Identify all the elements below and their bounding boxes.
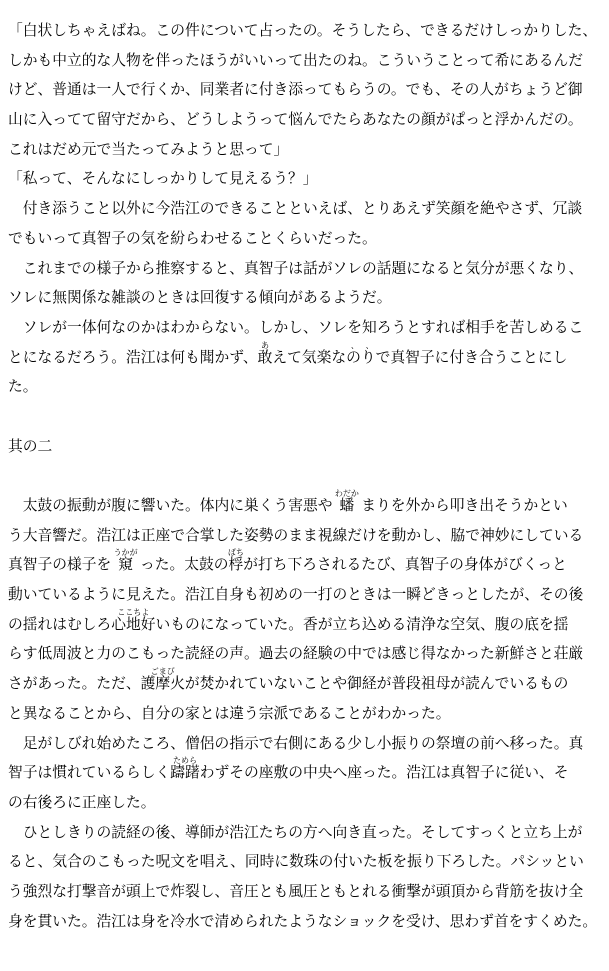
text-line <box>8 548 606 581</box>
emphasis-dot: 、 <box>350 340 359 350</box>
text-line <box>8 255 606 285</box>
ruby-text: ごまび <box>150 667 175 677</box>
text-run: 「白状しちゃえばね。この件について占ったの。そうしたら、できるだけしっかりした、 <box>8 23 598 39</box>
text-line <box>8 314 606 344</box>
text-run: う大音響だ。浩江は正座で合掌した姿勢のまま視線だけを動かし、脇で神妙にしている <box>8 527 584 544</box>
text-line <box>8 522 606 552</box>
text-run: 其の二 <box>8 438 53 455</box>
emphasis-char: の 、 <box>346 340 361 366</box>
text-line <box>8 908 606 938</box>
text-run: これはだめ元で当たってみようと思って」 <box>8 141 289 158</box>
text-line <box>8 581 606 611</box>
text-line <box>8 136 606 166</box>
text-run: ると、気合のこもった呪文を唱え、同時に数珠の付いた板を振り下ろした。パシッとい <box>8 854 584 871</box>
text-run: が打ち下ろされるたび、真智子の身体がびくっと <box>243 557 567 574</box>
text-line <box>8 76 606 106</box>
ruby-annotated-word: わだか 蟠 <box>334 489 359 514</box>
text-run: まりを外から叩き出そうかとい <box>361 498 568 514</box>
text-line <box>8 489 606 522</box>
text-run: が焚かれていないことや御経が普段祖母が読んでいるもの <box>184 676 569 693</box>
ruby-annotated-word: あ 敢 <box>257 340 273 366</box>
ruby-annotated-word: ごまび 護摩火 <box>140 667 185 693</box>
text-run: 太鼓の振動が腹に響いた。体内に巣くう害悪や <box>8 498 333 514</box>
blank-line <box>8 403 606 433</box>
text-run: らす低周波と力のこもった読経の声。過去の経験の中では感じ得なかった新鮮さと荘厳 <box>8 646 584 663</box>
text-line <box>8 789 606 819</box>
text-run: 身を貫いた。浩江は身を冷水で清められたようなショックを受け、思わず首をすくめた。 <box>8 913 598 930</box>
text-line <box>8 47 606 77</box>
text-line <box>8 225 606 255</box>
text-run: けど、普通は一人で行くか、同業者に付き添ってもらうの。でも、その人がちょうど御 <box>8 82 583 99</box>
text-line <box>8 667 606 700</box>
text-run: 付き添うこと以外に今浩江のできることといえば、とりあえず笑顔を絶やさず、冗談 <box>8 201 583 218</box>
text-run: 動いているように見えた。浩江自身も初めの一打のときは一瞬どきっとしたが、その後 <box>8 587 584 604</box>
text-line <box>8 848 606 878</box>
text-run: ソレが一体何なのかはわからない。しかし、ソレを知ろうとすれば相手を苦しめるこ <box>8 319 584 336</box>
text-run: 真智子の様子を <box>8 557 112 574</box>
text-line <box>8 17 606 47</box>
text-line <box>8 106 606 136</box>
text-run: で真智子に付き合うことにし <box>375 349 568 366</box>
text-run: わずその座敷の中央へ座った。浩江は真智子に従い、そ <box>199 765 569 782</box>
text-line <box>8 607 606 641</box>
text-run: しかも中立的な人物を伴ったほうがいいって出たのね。こういうことって希にあるんだ <box>8 52 583 69</box>
text-run: これまでの様子から推察すると、真智子は話がソレの話題になると気分が悪くなり、 <box>8 260 584 277</box>
text-run: ソレに無関係な雑談のときは回復する傾向があるようだ。 <box>8 290 392 307</box>
text-run: った。太鼓の <box>140 557 229 574</box>
text-line <box>8 756 606 789</box>
text-run: 山に入ってて留守だから、どうしようって悩んでたらあなたの顔がぱっと浮かんだの。 <box>8 112 583 129</box>
text-run: と異なることから、自分の家とは違う宗派であることがわかった。 <box>8 705 451 722</box>
text-run: でもいって真智子の気を紛らわせることくらいだった。 <box>8 230 377 247</box>
ruby-annotated-word: ためら 躊躇 <box>170 756 200 782</box>
text-line <box>8 819 606 849</box>
ruby-text: うかが <box>113 548 138 558</box>
text-run: の右後ろに正座した。 <box>8 794 156 811</box>
text-line <box>8 284 606 314</box>
text-line <box>8 340 606 374</box>
section-heading <box>8 433 606 463</box>
emphasis-char: り 、 <box>360 340 376 366</box>
ruby-annotated-word: ここちよ 心地好 <box>111 607 156 633</box>
ruby-text: あ <box>260 340 269 350</box>
text-run: た。 <box>8 379 38 396</box>
text-line <box>8 165 606 195</box>
text-line <box>8 730 606 760</box>
text-run: とになるだろう。浩江は何も聞かず、 <box>8 349 258 366</box>
text-run: 智子は慣れているらしく <box>8 765 171 782</box>
text-line <box>8 878 606 908</box>
ruby-text: わだか <box>334 489 359 498</box>
ruby-text: ためら <box>173 756 197 766</box>
text-line <box>8 195 606 225</box>
emphasis-dot: 、 <box>365 340 374 350</box>
ruby-annotated-word: ばち 桴 <box>227 548 244 574</box>
ruby-annotated-word: うかが 窺 <box>113 548 138 574</box>
blank-line <box>8 462 606 492</box>
text-run: の揺れはむしろ <box>8 616 112 633</box>
text-run: さがあった。ただ、 <box>8 676 141 693</box>
text-line <box>8 700 606 730</box>
text-run: いものになっていた。香が立ち込める清浄な空気、腹の底を揺 <box>155 616 569 633</box>
ruby-text: ここちよ <box>117 607 150 617</box>
text-run: えて気楽な <box>272 349 347 366</box>
text-run: ひとしきりの読経の後、導師が浩江たちの方へ向き直った。そしてすっくと立ち上が <box>8 824 583 841</box>
ruby-text: ばち <box>227 548 244 558</box>
text-run: 足がしびれ始めたころ、僧侶の指示で右側にある少し小振りの祭壇の前へ移った。真 <box>8 735 584 752</box>
text-run: う強烈な打撃音が頭上で炸裂し、音圧とも風圧ともとれる衝撃が頭頂から背筋を抜け全 <box>8 883 584 900</box>
text-run: 「私って、そんなにしっかりして見えるう？」 <box>8 171 318 188</box>
text-line <box>8 373 606 403</box>
text-line <box>8 640 606 670</box>
